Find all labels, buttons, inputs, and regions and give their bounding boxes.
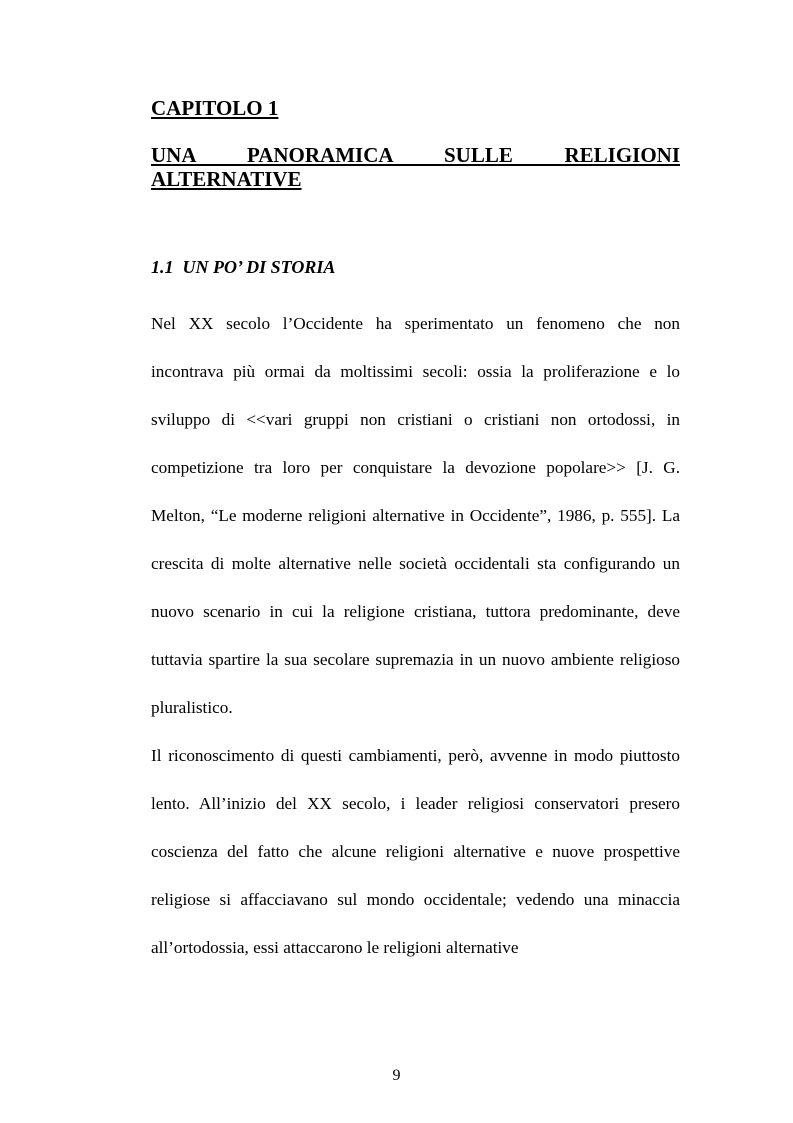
paragraph: Il riconoscimento di questi cambiamenti, però, avvenne in modo piuttosto lento. All’inizio del XX secolo, i leader religiosi conservatori presero coscienza del fatto che alcune religioni alternative e nuove prospettive religiose si affacciavano sul mondo occidentale; vedendo una minaccia all’ortodossia, essi attaccarono le religioni alternative <box>151 746 680 957</box>
body-text <box>151 300 680 972</box>
section-heading: 1.1 UN PO’ DI STORIA <box>151 257 336 277</box>
chapter-label: CAPITOLO 1 <box>151 96 279 120</box>
chapter-title <box>151 143 680 191</box>
page-number: 9 <box>392 1067 401 1084</box>
chapter-title-text: UNA PANORAMICA SULLE RELIGIONI ALTERNATIVE <box>151 143 680 191</box>
paragraph: Nel XX secolo l’Occidente ha sperimentato un fenomeno che non incontrava più ormai da moltissimi secoli: ossia la proliferazione e lo sviluppo di <<vari gruppi non cristiani o cristiani non ortodossi, in competizione tra loro per conquistare la devozione popolare>> [J. G. Melton, “Le moderne religioni alternative in Occidente”, 1986, p. 555]. La crescita di molte alternative nelle società occidentali sta configurando un nuovo scenario in cui la religione cristiana, tuttora predominante, deve tuttavia spartire la sua secolare supremazia in un nuovo ambiente religioso pluralistico. <box>151 314 680 717</box>
